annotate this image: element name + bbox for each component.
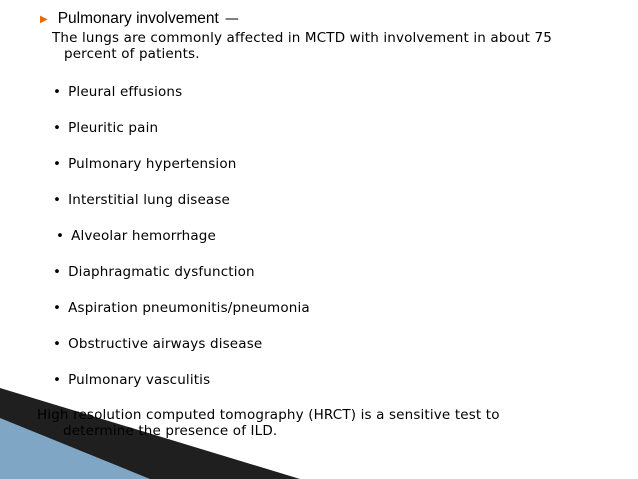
list-item: • Pleuritic pain: [53, 120, 159, 136]
bullet-dot-icon: •: [53, 264, 62, 280]
outro-line-2: determine the presence of ILD.: [63, 423, 278, 439]
list-item: • Diaphragmatic dysfunction: [53, 264, 255, 280]
list-item: • Aspiration pneumonitis/pneumonia: [53, 300, 310, 316]
list-item: • Interstitial lung disease: [53, 192, 230, 208]
intro-line-1: The lungs are commonly affected in MCTD with involvement in about 75: [52, 30, 553, 46]
outro-paragraph: [37, 407, 500, 439]
list-item: • Alveolar hemorrhage: [56, 228, 216, 244]
manifestation-list: [53, 74, 310, 398]
outro-line-1: High resolution computed tomography (HRCT) is a sensitive test to: [37, 407, 500, 423]
list-item: • Pulmonary vasculitis: [53, 372, 211, 388]
bullet-dot-icon: •: [53, 300, 62, 316]
bullet-dot-icon: •: [53, 120, 62, 136]
bullet-dot-icon: •: [53, 192, 62, 208]
bullet-dot-icon: •: [53, 84, 62, 100]
bullet-dot-icon: •: [53, 372, 62, 388]
slide-heading: [40, 10, 239, 28]
bullet-dot-icon: •: [53, 336, 62, 352]
triangle-bullet-icon: ▶: [40, 13, 48, 25]
list-item: • Obstructive airways disease: [53, 336, 263, 352]
intro-line-2: percent of patients.: [64, 46, 200, 62]
heading-title: Pulmonary involvement: [57, 10, 219, 27]
heading-dash: —: [224, 11, 239, 27]
bullet-dot-icon: •: [56, 228, 65, 244]
bullet-dot-icon: •: [53, 156, 62, 172]
intro-paragraph: [52, 30, 552, 62]
list-item: • Pleural effusions: [53, 84, 183, 100]
list-item: • Pulmonary hypertension: [53, 156, 237, 172]
